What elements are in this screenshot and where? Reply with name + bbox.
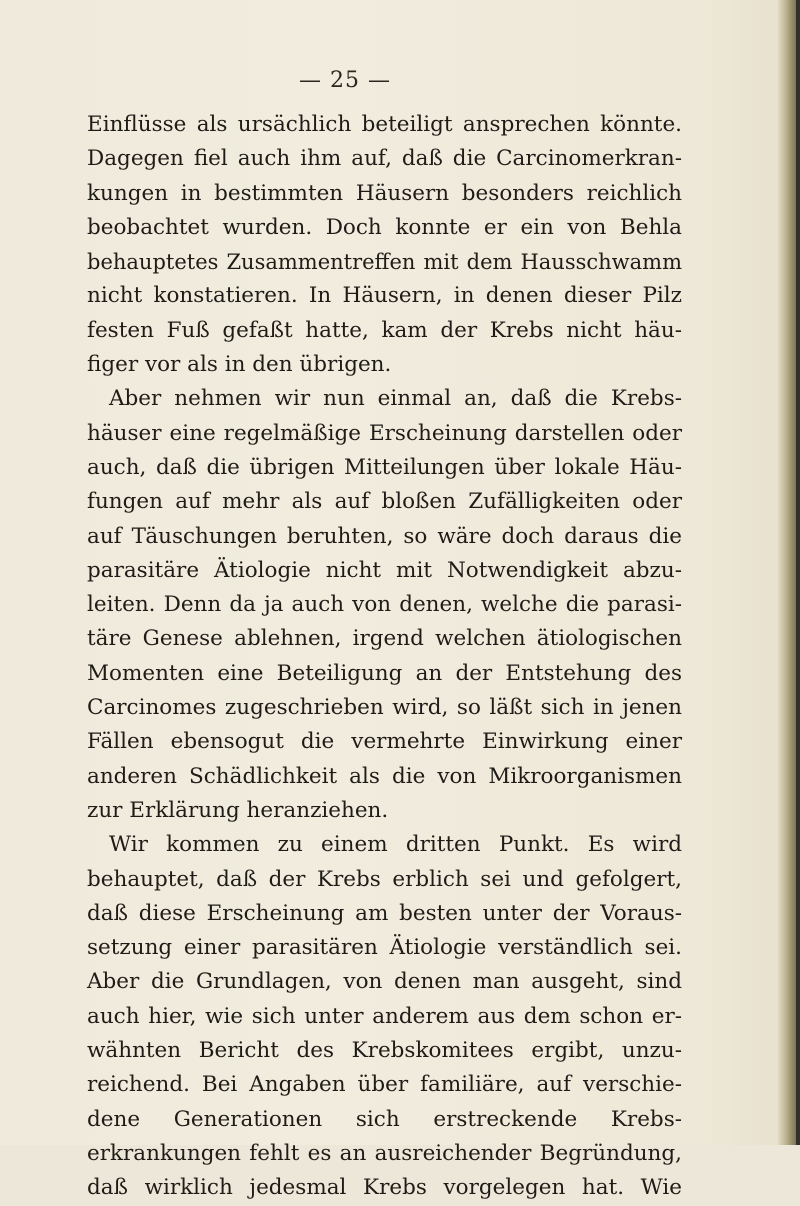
text-line: behauptet, daß der Krebs erblich sei und gefolgert, — [87, 866, 682, 892]
text-line: erkrankungen fehlt es an ausreichender Begründung, — [87, 1140, 682, 1166]
text-line: dene Generationen sich erstreckende Krebs- — [87, 1106, 682, 1132]
text-line: Aber die Grundlagen, von denen man ausgeht, sind — [87, 969, 682, 995]
text-line: auch hier, wie sich unter anderem aus dem schon er- — [87, 1003, 682, 1029]
text-line: Einflüsse als ursächlich beteiligt ansprechen könnte. — [87, 112, 682, 137]
text-line: reichend. Bei Angaben über familiäre, auf verschie- — [87, 1072, 682, 1098]
text-line: daß wirklich jedesmal Krebs vorgelegen hat. Wie — [87, 1175, 682, 1201]
text-line: Dagegen fiel auch ihm auf, daß die Carcinomerkran- — [87, 146, 682, 172]
text-line: Fällen ebensogut die vermehrte Einwirkung einer — [87, 729, 682, 755]
text-line: häuser eine regelmäßige Erscheinung darstellen oder — [87, 420, 682, 446]
text-line: leiten. Denn da ja auch von denen, welche die parasi- — [87, 592, 682, 618]
text-line: festen Fuß gefaßt hatte, kam der Krebs nicht häu- — [87, 317, 682, 343]
text-line: Aber nehmen wir nun einmal an, daß die Krebs- — [109, 386, 682, 412]
text-line: figer vor als in den übrigen. — [87, 352, 392, 378]
text-line: behauptetes Zusammentreffen mit dem Hausschwamm — [87, 250, 682, 275]
text-line: anderen Schädlichkeit als die von Mikroorganismen — [87, 763, 682, 789]
text-line: kungen in bestimmten Häusern besonders reichlich — [87, 180, 682, 206]
text-line: wähnten Bericht des Krebskomitees ergibt, unzu- — [87, 1038, 682, 1064]
text-line: setzung einer parasitären Ätiologie verständlich sei. — [87, 935, 682, 961]
text-line: parasitäre Ätiologie nicht mit Notwendigkeit abzu- — [87, 557, 682, 583]
text-line: Carcinomes zugeschrieben wird, so läßt sich in jenen — [87, 695, 682, 721]
book-binding-edge — [778, 0, 800, 1145]
text-line: nicht konstatieren. In Häusern, in denen dieser Pilz — [87, 283, 682, 309]
text-line: auch, daß die übrigen Mitteilungen über lokale Häu- — [87, 454, 682, 480]
page-number: — 25 — — [299, 68, 391, 93]
text-line: Wir kommen zu einem dritten Punkt. Es wird — [109, 832, 682, 858]
text-line: daß diese Erscheinung am besten unter der Voraus- — [87, 900, 682, 926]
text-line: täre Genese ablehnen, irgend welchen ätiologischen — [87, 626, 682, 652]
text-line: Momenten eine Beteiligung an der Entstehung des — [87, 660, 682, 686]
body-text — [87, 108, 682, 1206]
text-line: auf Täuschungen beruhten, so wäre doch daraus die — [87, 523, 682, 549]
text-line: beobachtet wurden. Doch konnte er ein von Behla — [87, 214, 682, 240]
text-line: zur Erklärung heranziehen. — [87, 797, 389, 823]
text-line: fungen auf mehr als auf bloßen Zufälligkeiten oder — [87, 489, 682, 515]
